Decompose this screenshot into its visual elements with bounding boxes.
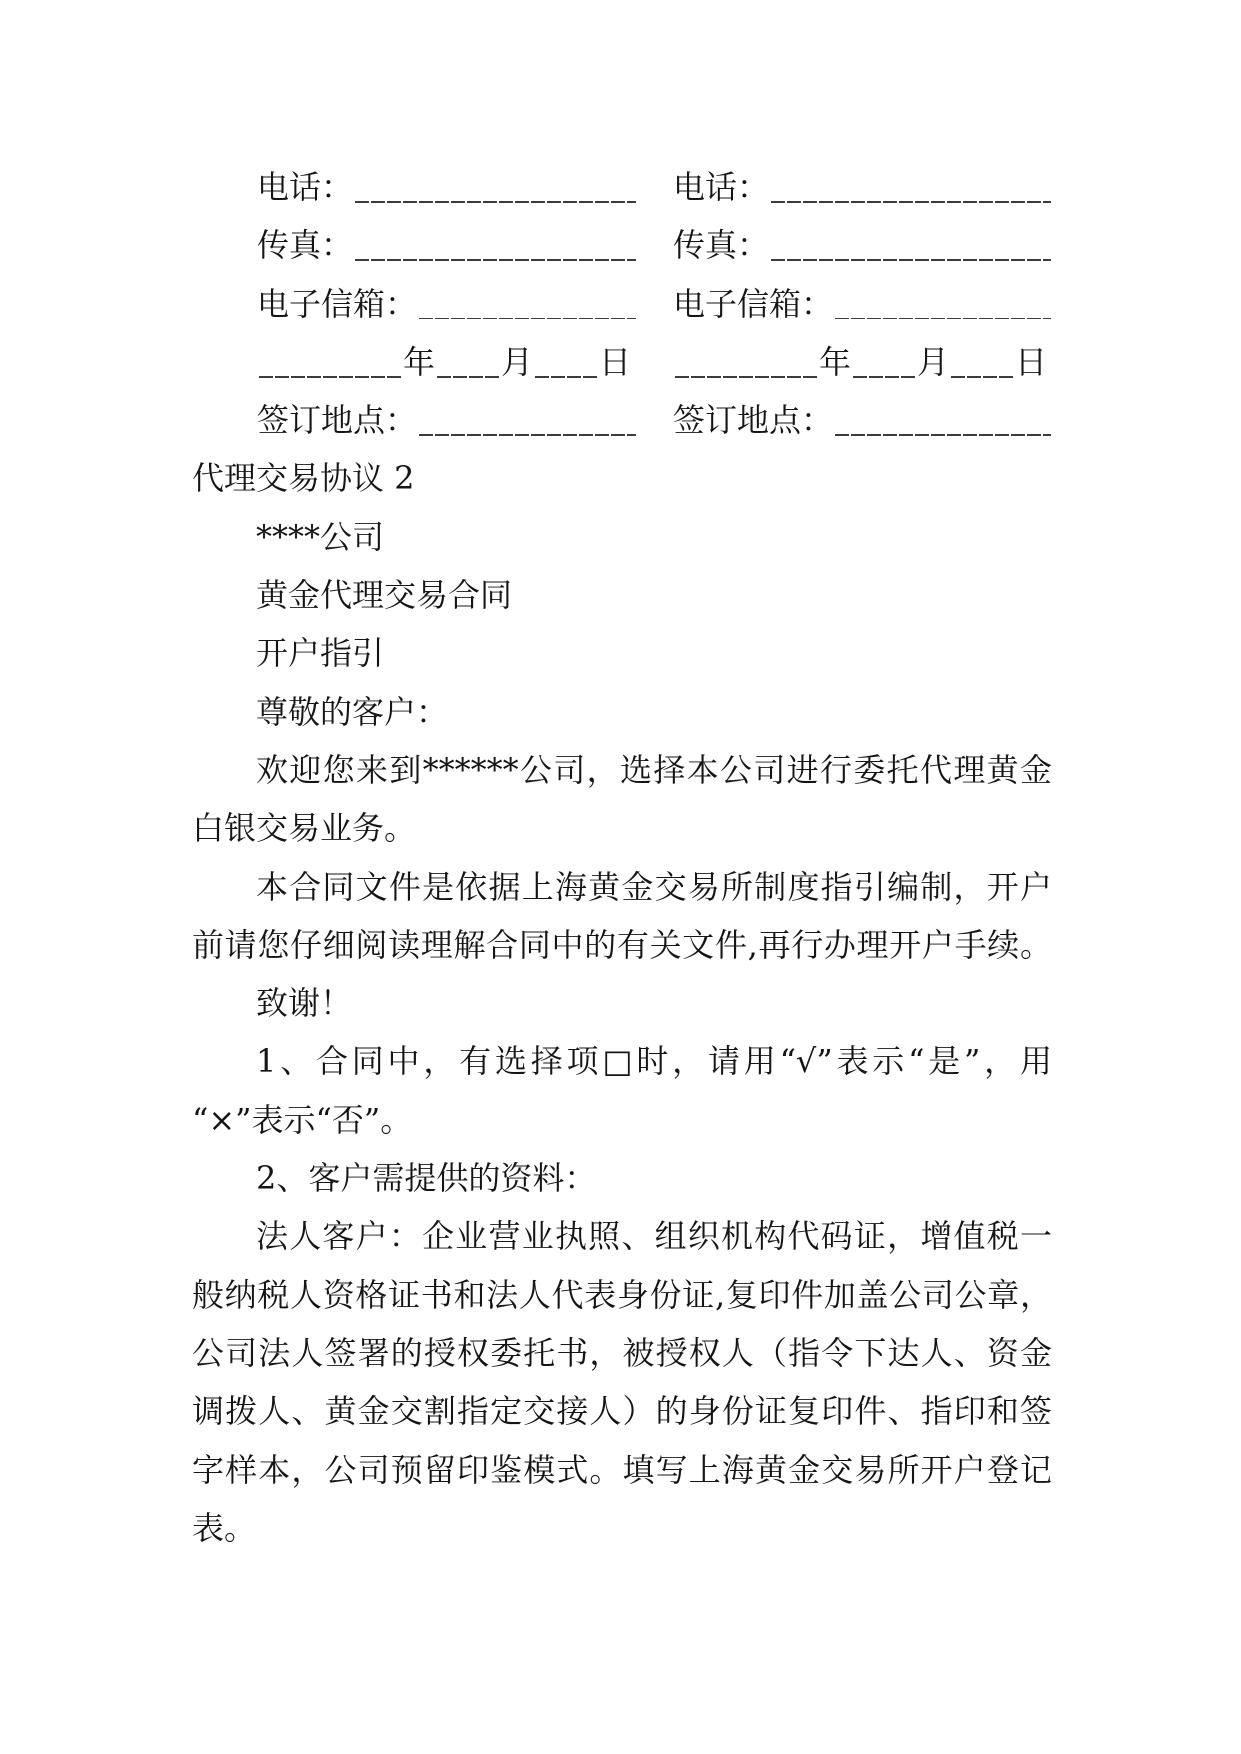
welcome-paragraph	[192, 741, 1052, 858]
form-row-phone	[192, 158, 1052, 216]
right-phone-field	[673, 158, 1052, 216]
month-label: 月	[501, 342, 534, 381]
contract-name: 黄金代理交易合同	[256, 576, 513, 615]
month-label: 月	[917, 342, 950, 381]
form-row-date	[192, 333, 1052, 391]
right-email-field	[673, 275, 1052, 333]
day-label: 日	[1015, 342, 1048, 381]
form-row-fax	[192, 216, 1052, 274]
phone-label: 电话：	[673, 168, 770, 206]
email-label: 电子信箱：	[257, 284, 418, 323]
phone-blank-line	[353, 158, 637, 216]
signing-place-label: 签订地点：	[257, 401, 418, 440]
thanks-line: 致谢！	[256, 984, 353, 1023]
paragraph-line: 白银交易业务。	[192, 809, 417, 848]
year-label: 年	[403, 342, 436, 381]
day-blank-line	[533, 333, 599, 391]
fax-blank-line	[353, 216, 637, 274]
left-phone-field	[257, 158, 637, 216]
year-label: 年	[819, 342, 852, 381]
paragraph-line: 表。	[192, 1508, 257, 1547]
paragraph-line: 法人客户：企业营业执照、组织机构代码证，增值税一	[256, 1217, 1052, 1256]
paragraph-line: 1、合同中，有选择项□时，请用“√”表示“是”，用	[256, 1042, 1052, 1081]
year-blank-line	[673, 333, 819, 391]
phone-blank-line	[769, 158, 1052, 216]
left-date-field	[257, 333, 637, 391]
fax-label: 传真：	[673, 226, 770, 265]
email-blank-line	[833, 275, 1052, 333]
form-row-email	[192, 275, 1052, 333]
left-email-field	[257, 275, 637, 333]
right-signing-place-field	[673, 391, 1052, 449]
right-date-field	[673, 333, 1052, 391]
document-page	[192, 158, 1052, 1557]
paragraph-line: 本合同文件是依据上海黄金交易所制度指引编制，开户	[256, 867, 1052, 906]
signing-place-blank-line	[833, 391, 1052, 449]
paragraph-line: 调拨人、黄金交割指定交接人）的身份证复印件、指印和签	[192, 1392, 1052, 1431]
left-signing-place-field	[257, 391, 637, 449]
right-fax-field	[673, 216, 1052, 274]
fax-blank-line	[769, 216, 1052, 274]
required-documents-heading: 2、客户需提供的资料：	[256, 1159, 597, 1198]
fax-label: 传真：	[257, 226, 354, 265]
paragraph-line: 欢迎您来到******公司，选择本公司进行委托代理黄金	[256, 750, 1052, 789]
day-label: 日	[599, 342, 632, 381]
email-label: 电子信箱：	[673, 284, 834, 323]
document-title: 代理交易协议 2	[192, 459, 415, 498]
paragraph-line: “×”表示“否”。	[192, 1100, 413, 1139]
corporate-client-paragraph	[192, 1207, 1052, 1557]
month-blank-line	[435, 333, 501, 391]
year-blank-line	[257, 333, 403, 391]
phone-label: 电话：	[257, 168, 354, 206]
greeting: 尊敬的客户：	[256, 692, 449, 731]
email-blank-line	[417, 275, 637, 333]
checkbox-instruction-paragraph	[192, 1032, 1052, 1149]
left-fax-field	[257, 216, 637, 274]
day-blank-line	[949, 333, 1015, 391]
signing-place-blank-line	[417, 391, 637, 449]
paragraph-line: 般纳税人资格证书和法人代表身份证,复印件加盖公司公章，	[192, 1275, 1052, 1314]
signing-place-label: 签订地点：	[673, 401, 834, 440]
month-blank-line	[851, 333, 917, 391]
guide-title: 开户指引	[256, 634, 385, 673]
paragraph-line: 字样本，公司预留印鉴模式。填写上海黄金交易所开户登记	[192, 1450, 1052, 1489]
paragraph-line: 公司法人签署的授权委托书，被授权人（指令下达人、资金	[192, 1333, 1052, 1372]
paragraph-line: 前请您仔细阅读理解合同中的有关文件,再行办理开户手续。	[192, 925, 1052, 964]
notice-paragraph	[192, 858, 1052, 975]
form-row-signing-place	[192, 391, 1052, 449]
company-name: ****公司	[256, 517, 385, 556]
